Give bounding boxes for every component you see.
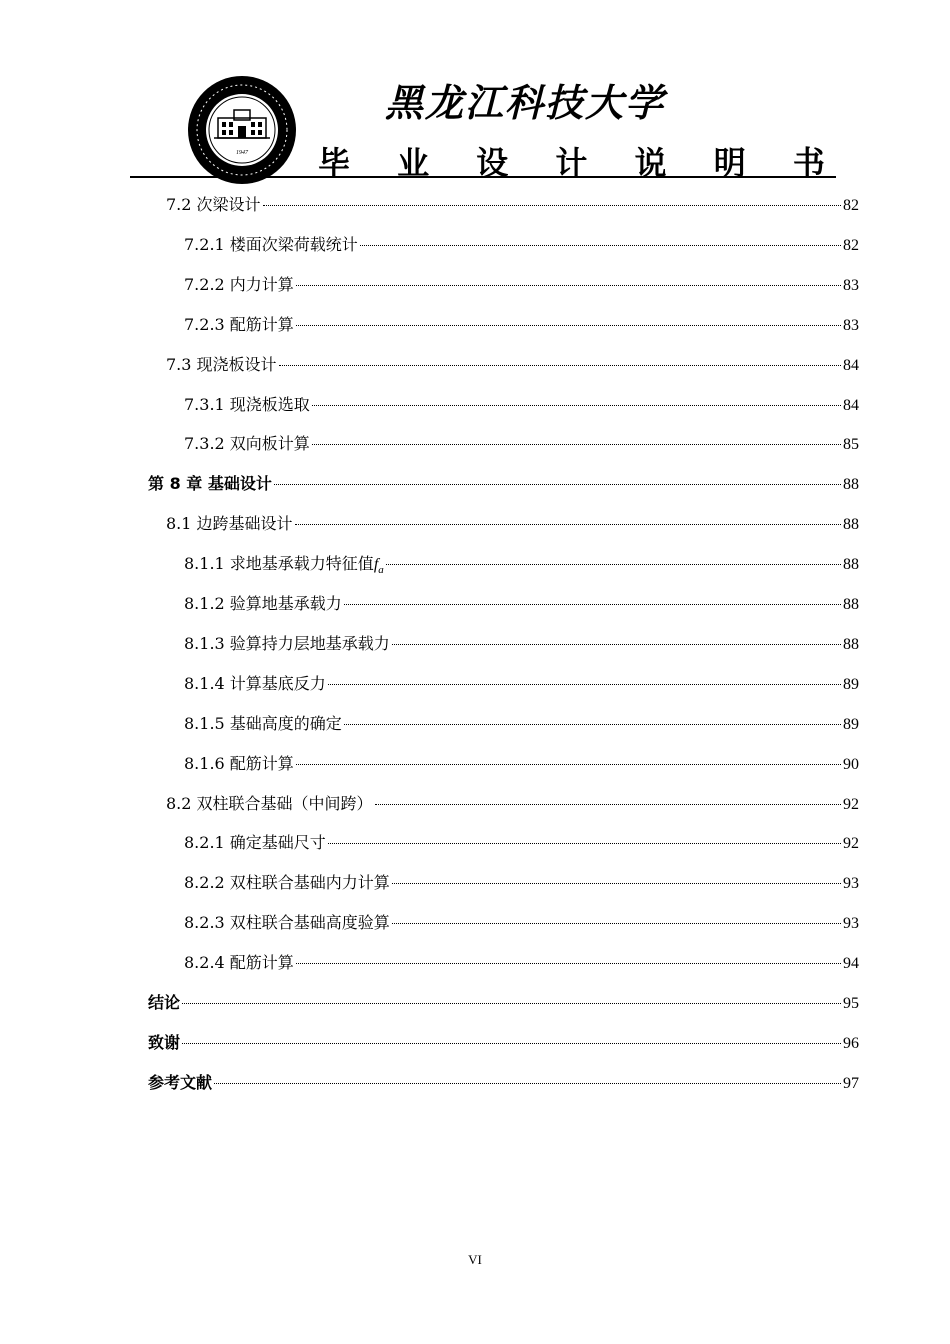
toc-entry[interactable] [184,394,859,416]
toc-dot-leader [296,325,841,326]
toc-entry[interactable] [184,952,859,974]
toc-entry-label: 8.1.2 验算地基承载力 [184,594,342,613]
university-name: 黑龙江科技大学 [385,80,666,125]
toc-entry-page: 90 [843,755,859,773]
toc-entry[interactable] [184,274,859,296]
toc-entry[interactable] [148,992,859,1014]
toc-entry[interactable] [184,673,859,695]
toc-dot-leader [386,564,841,565]
toc-dot-leader [360,245,841,246]
toc-entry[interactable] [148,1072,859,1094]
toc-entry-page: 82 [843,236,859,254]
toc-entry-label: 8.2.4 配筋计算 [184,953,294,973]
toc-entry-page: 84 [843,396,859,414]
toc-dot-leader [182,1003,841,1004]
toc-entry-page: 85 [843,436,859,454]
toc-dot-leader [312,405,841,406]
toc-dot-leader [375,804,841,805]
toc-dot-leader [296,285,841,286]
toc-dot-leader [344,604,841,605]
toc-dot-leader [392,644,841,645]
toc-entry-label: 8.1.6 配筋计算 [184,753,294,773]
toc-dot-leader [182,1043,841,1044]
document-title: 毕 业 设 计 说 明 书 [318,144,843,182]
toc-entry-page: 94 [843,955,859,973]
toc-entry[interactable] [184,753,859,775]
toc-entry-label: 8.2.1 确定基础尺寸 [184,833,326,853]
toc-entry-label: 结论 [148,993,181,1012]
toc-entry-label: 8.2 双柱联合基础（中间跨） [166,793,373,813]
toc-entry-label: 7.2.3 配筋计算 [184,314,294,334]
toc-entry-page: 95 [843,995,859,1012]
page-number: VI [468,1252,482,1267]
toc-entry-page: 83 [843,276,859,294]
toc-entry-label: 8.1.3 验算持力层地基承载力 [184,633,390,653]
toc-entry-label: 7.3 现浇板设计 [166,354,277,374]
toc-dot-leader [279,365,841,366]
toc-entry-label: 7.2.1 楼面次梁荷载统计 [184,234,358,254]
toc-dot-leader [344,724,841,725]
toc-entry[interactable] [184,713,859,735]
toc-entry[interactable] [184,872,859,894]
toc-entry-label: 8.1.1 求地基承载力特征值 [184,554,374,574]
toc-entry-page: 88 [843,596,859,613]
page-header [0,0,950,185]
toc-entry-label: 8.1.4 计算基底反力 [184,673,326,693]
toc-dot-leader [312,444,841,445]
toc-entry[interactable] [148,1032,859,1054]
toc-entry-label: 8.1 边跨基础设计 [166,514,293,534]
toc-dot-leader [296,764,841,765]
toc-entry-label: 8.2.2 双柱联合基础内力计算 [184,873,390,893]
toc-entry-label: 8.2.3 双柱联合基础高度验算 [184,913,390,933]
toc-dot-leader [263,205,841,206]
toc-entry[interactable] [184,593,859,615]
toc-entry[interactable] [184,314,859,336]
toc-entry-page: 89 [843,675,859,693]
toc-entry-page: 97 [843,1074,859,1092]
toc-dot-leader [295,524,841,525]
toc-entry[interactable] [166,354,859,376]
svg-text:1947: 1947 [236,150,248,156]
toc-entry-page: 92 [843,795,859,813]
toc-entry[interactable] [184,832,859,854]
toc-entry-label: 7.2.2 内力计算 [184,274,294,294]
toc-entry-page: 92 [843,835,859,853]
toc-entry-label: 致谢 [148,1032,181,1052]
toc-entry-label: 8.1.5 基础高度的确定 [184,713,342,733]
toc-entry[interactable] [184,234,859,256]
toc-entry[interactable] [166,513,859,535]
toc-entry-page: 93 [843,875,859,893]
toc-entry[interactable] [166,793,859,815]
toc-entry-label: 第 8 章 基础设计 [148,474,272,494]
header-rule [130,176,836,178]
toc-entry-page: 88 [843,516,859,534]
toc-entry[interactable] [166,194,859,216]
toc-entry-label: 7.3.2 双向板计算 [184,434,310,454]
toc-entry[interactable] [184,433,859,455]
toc-entry-page: 93 [843,915,859,933]
toc-entry-page: 83 [843,316,859,334]
toc-entry-symbol: $f_a$ [373,556,384,577]
toc-dot-leader [392,923,841,924]
toc-entry[interactable] [184,912,859,934]
toc-entry-page: 88 [843,635,859,653]
toc-dot-leader [328,843,841,844]
university-seal-logo [186,74,298,186]
toc-entry-page: 89 [843,715,859,733]
toc-entry[interactable] [184,553,859,575]
toc-entry-page: 96 [843,1034,859,1052]
toc-dot-leader [296,963,841,964]
toc-entry-page: 88 [843,476,859,494]
toc-entry-label: 参考文献 [148,1072,213,1092]
toc-dot-leader [392,883,841,884]
toc-entry-page: 84 [843,356,859,374]
toc-dot-leader [214,1083,841,1084]
toc-entry-page: 82 [843,197,859,214]
toc-entry-label: 7.2 次梁设计 [166,195,261,214]
toc-entry[interactable] [184,633,859,655]
toc-entry-page: 88 [843,556,859,574]
toc-dot-leader [274,484,841,485]
toc-entry[interactable] [148,473,859,495]
toc-entry-label: 7.3.1 现浇板选取 [184,394,310,414]
toc-dot-leader [328,684,841,685]
